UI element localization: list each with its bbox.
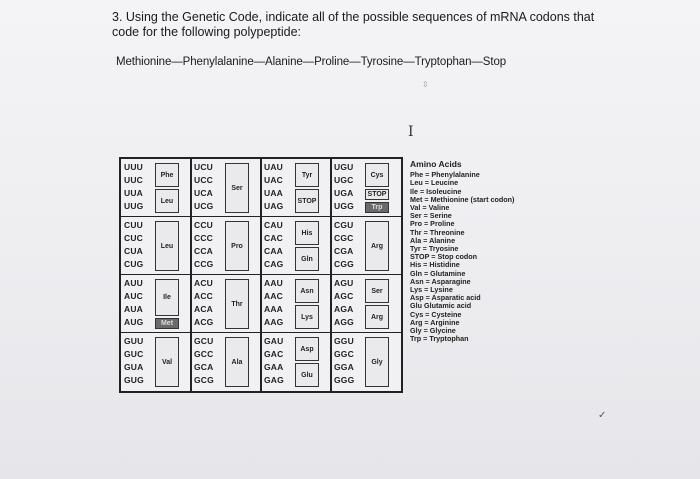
legend-item: Thr = Threonine [410, 227, 465, 237]
amino-acid-gly: Gly [365, 337, 389, 387]
amino-acid-asn: Asn [295, 279, 319, 303]
legend-item: Ile = Isoleucine [410, 186, 462, 196]
legend-item: Phe = Phenylalanine [410, 170, 480, 180]
codon-UGU: UGU [334, 162, 354, 172]
amino-acid-ser: Ser [225, 163, 249, 213]
amino-acid-asp: Asp [295, 337, 319, 361]
table-column-G [331, 159, 401, 391]
codon-ACC: ACC [194, 291, 214, 301]
codon-CCA: CCA [194, 246, 214, 256]
codon-GAA: GAA [264, 362, 284, 372]
codon-AUC: AUC [124, 291, 144, 301]
codon-CCU: CCU [194, 220, 214, 230]
codon-block [191, 275, 261, 333]
amino-acid-pro: Pro [225, 221, 249, 271]
codon-GCG: GCG [194, 375, 214, 385]
amino-acid-trp: Trp [365, 202, 389, 213]
codon-AGC: AGC [334, 291, 354, 301]
amino-acid-arg: Arg [365, 221, 389, 271]
codon-AAA: AAA [264, 304, 284, 314]
table-column-A [261, 159, 331, 391]
legend-item: Ser = Serine [410, 211, 452, 221]
scroll-mark-icon: ⇳ [422, 80, 429, 89]
codon-UAG: UAG [264, 201, 284, 211]
codon-AAC: AAC [264, 291, 284, 301]
codon-UAC: UAC [264, 175, 284, 185]
legend-item: Ala = Alanine [410, 235, 456, 245]
codon-GUG: GUG [124, 375, 144, 385]
codon-CGC: CGC [334, 233, 354, 243]
text-cursor-icon: I [408, 124, 414, 140]
codon-AUU: AUU [124, 278, 144, 288]
legend-item: Lys = Lysine [410, 285, 453, 295]
codon-GCC: GCC [194, 349, 214, 359]
codon-CCC: CCC [194, 233, 214, 243]
amino-acid-lys: Lys [295, 305, 319, 329]
column-divider [330, 159, 332, 391]
codon-CGA: CGA [334, 246, 354, 256]
codon-CUA: CUA [124, 246, 144, 256]
codon-block [121, 159, 191, 217]
codon-block [261, 333, 331, 391]
codon-UGA: UGA [334, 188, 354, 198]
column-divider [260, 159, 262, 391]
codon-block [191, 333, 261, 391]
codon-CUU: CUU [124, 220, 144, 230]
legend-item: Trp = Tryptophan [410, 334, 469, 344]
codon-CUG: CUG [124, 259, 144, 269]
codon-GAU: GAU [264, 336, 284, 346]
amino-acid-gln: Gln [295, 247, 319, 271]
codon-block [331, 159, 401, 217]
legend-item: Asp = Asparatic acid [410, 293, 481, 303]
amino-acid-ile: Ile [155, 279, 179, 316]
codon-UUG: UUG [124, 201, 144, 211]
question-line-1: 3. Using the Genetic Code, indicate all of the possible sequences of mRNA codons that [112, 10, 595, 24]
codon-AGA: AGA [334, 304, 354, 314]
legend-item: Arg = Arginine [410, 317, 460, 327]
table-column-U [121, 159, 191, 391]
amino-acid-arg: Arg [365, 305, 389, 329]
codon-AUG: AUG [124, 317, 144, 327]
codon-block [331, 333, 401, 391]
legend-item: Met = Methionine (start codon) [410, 194, 515, 204]
column-divider [190, 159, 192, 391]
codon-UUU: UUU [124, 162, 144, 172]
question-text [112, 10, 632, 40]
codon-AGG: AGG [334, 317, 354, 327]
legend-item: Gln = Glutamine [410, 268, 466, 278]
check-mark-icon: ✓ [598, 410, 607, 421]
amino-acid-legend [410, 160, 560, 343]
codon-CUC: CUC [124, 233, 144, 243]
codon-UAU: UAU [264, 162, 284, 172]
codon-GGC: GGC [334, 349, 354, 359]
genetic-code-table [119, 157, 403, 393]
codon-UCA: UCA [194, 188, 214, 198]
codon-block [261, 217, 331, 275]
amino-acid-met: Met [155, 318, 179, 329]
codon-GCU: GCU [194, 336, 214, 346]
codon-AAU: AAU [264, 278, 284, 288]
codon-CGU: CGU [334, 220, 354, 230]
codon-GUA: GUA [124, 362, 144, 372]
codon-UUC: UUC [124, 175, 144, 185]
codon-block [261, 159, 331, 217]
amino-acid-leu: Leu [155, 189, 179, 213]
codon-GUU: GUU [124, 336, 144, 346]
polypeptide-sequence: Methionine—Phenylalanine—Alanine—Proline—Tyrosine—Tryptophan—Stop [116, 56, 507, 68]
legend-item: Leu = Leucine [410, 178, 459, 188]
codon-UUA: UUA [124, 188, 144, 198]
amino-acid-his: His [295, 221, 319, 245]
codon-block [191, 159, 261, 217]
codon-GGA: GGA [334, 362, 354, 372]
codon-UAA: UAA [264, 188, 284, 198]
codon-CAC: CAC [264, 233, 284, 243]
codon-block [121, 333, 191, 391]
amino-acid-stop: STOP [365, 189, 389, 200]
codon-GGG: GGG [334, 375, 355, 385]
amino-acid-val: Val [155, 337, 179, 387]
codon-UCC: UCC [194, 175, 214, 185]
codon-UGG: UGG [334, 201, 354, 211]
table-column-C [191, 159, 261, 391]
amino-acid-stop: STOP [295, 189, 319, 213]
codon-block [331, 217, 401, 275]
codon-block [121, 217, 191, 275]
codon-CAG: CAG [264, 259, 284, 269]
amino-acid-ala: Ala [225, 337, 249, 387]
codon-GCA: GCA [194, 362, 214, 372]
codon-CCG: CCG [194, 259, 214, 269]
codon-GUC: GUC [124, 349, 144, 359]
question-line-2: code for the following polypeptide: [112, 25, 302, 39]
legend-items [410, 171, 560, 343]
legend-item: Asn = Asparagine [410, 276, 471, 286]
codon-block [191, 217, 261, 275]
codon-GAC: GAC [264, 349, 284, 359]
legend-item: Pro = Proline [410, 219, 455, 229]
legend-item: Gly = Glycine [410, 326, 456, 336]
amino-acid-tyr: Tyr [295, 163, 319, 187]
amino-acid-cys: Cys [365, 163, 389, 187]
codon-GAG: GAG [264, 375, 284, 385]
amino-acid-thr: Thr [225, 279, 249, 329]
legend-item: Tyr = Tryosine [410, 244, 459, 254]
codon-AGU: AGU [334, 278, 354, 288]
legend-item: Val = Valine [410, 203, 450, 213]
codon-ACA: ACA [194, 304, 214, 314]
legend-item: Glu Glutamic acid [410, 301, 472, 311]
amino-acid-leu: Leu [155, 221, 179, 271]
codon-UGC: UGC [334, 175, 354, 185]
legend-item: STOP = Stop codon [410, 252, 478, 262]
codon-block [331, 275, 401, 333]
codon-AUA: AUA [124, 304, 144, 314]
codon-ACU: ACU [194, 278, 214, 288]
codon-CAU: CAU [264, 220, 284, 230]
codon-block [261, 275, 331, 333]
codon-AAG: AAG [264, 317, 284, 327]
amino-acid-phe: Phe [155, 163, 179, 187]
codon-UCG: UCG [194, 201, 214, 211]
amino-acid-ser: Ser [365, 279, 389, 303]
codon-GGU: GGU [334, 336, 354, 346]
legend-title: Amino Acids [410, 159, 462, 169]
codon-block [121, 275, 191, 333]
codon-CGG: CGG [334, 259, 354, 269]
amino-acid-glu: Glu [295, 363, 319, 387]
legend-item: Cys = Cysteine [410, 309, 462, 319]
legend-item: His = Histidine [410, 260, 460, 270]
codon-UCU: UCU [194, 162, 214, 172]
codon-ACG: ACG [194, 317, 214, 327]
codon-CAA: CAA [264, 246, 284, 256]
